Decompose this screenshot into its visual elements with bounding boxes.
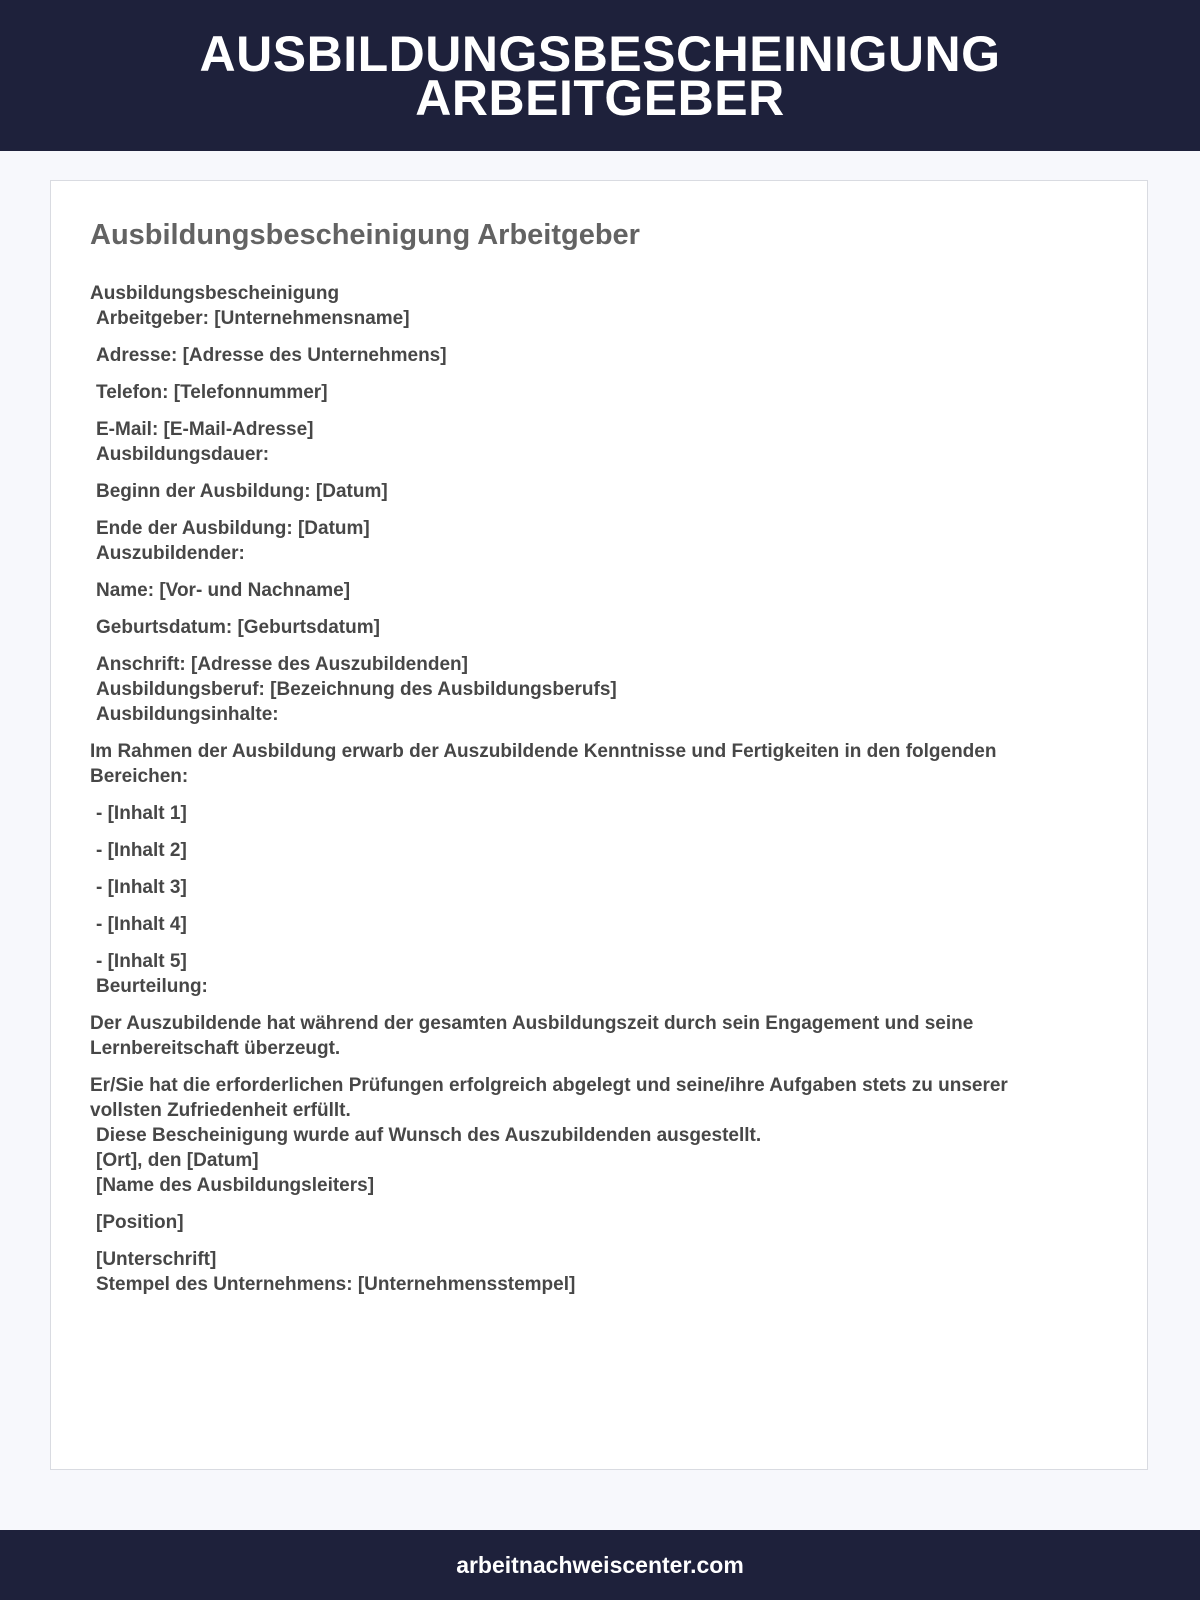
page-title-line2: ARBEITGEBER [415,69,785,126]
page-title [199,25,1001,126]
content-item: - [Inhalt 4] [96,914,187,935]
content-item: - [Inhalt 3] [96,877,187,898]
document-heading: Ausbildungsbescheinigung [90,283,340,304]
assessment-p2-line2: vollsten Zufriedenheit erfüllt. [90,1100,351,1121]
profession: Ausbildungsberuf: [Bezeichnung des Ausbildungsberufs] [96,679,617,700]
trainee-birthdate: Geburtsdatum: [Geburtsdatum] [96,617,380,638]
duration-label: Ausbildungsdauer: [96,444,270,465]
assessment-p2-line1: Er/Sie hat die erforderlichen Prüfungen erfolgreich abgelegt und seine/ihre Aufgaben stets zu unserer [90,1075,1008,1096]
employer-email: E-Mail: [E-Mail-Adresse] [96,419,314,440]
company-stamp: Stempel des Unternehmens: [Unternehmensstempel] [96,1274,576,1295]
assessment-label: Beurteilung: [96,976,208,997]
document-title: Ausbildungsbescheinigung Arbeitgeber [90,219,640,251]
page-header [0,0,1200,151]
signature: [Unterschrift] [96,1249,217,1270]
content-item: - [Inhalt 5] [96,951,187,972]
trainee-address: Anschrift: [Adresse des Auszubildenden] [96,654,468,675]
trainee-label: Auszubildender: [96,543,245,564]
place-date: [Ort], den [Datum] [96,1150,259,1171]
supervisor-position: [Position] [96,1212,184,1233]
employer-address: Adresse: [Adresse des Unternehmens] [96,345,447,366]
contents-label: Ausbildungsinhalte: [96,704,279,725]
duration-start: Beginn der Ausbildung: [Datum] [96,481,388,502]
assessment-p1-line2: Lernbereitschaft überzeugt. [90,1038,341,1059]
document-body [90,281,1090,1297]
contents-intro-line2: Bereichen: [90,766,189,787]
closing-statement: Diese Bescheinigung wurde auf Wunsch des Auszubildenden ausgestellt. [96,1125,762,1146]
assessment-p1-line1: Der Auszubildende hat während der gesamten Ausbildungszeit durch sein Engagement und seine [90,1013,974,1034]
duration-end: Ende der Ausbildung: [Datum] [96,518,370,539]
content-item: - [Inhalt 2] [96,840,187,861]
employer-phone: Telefon: [Telefonnummer] [96,382,328,403]
trainee-name: Name: [Vor- und Nachname] [96,580,351,601]
document-card [50,180,1148,1470]
footer-site-link[interactable]: arbeitnachweiscenter.com [456,1551,744,1578]
content-item: - [Inhalt 1] [96,803,187,824]
page-title-line1: AUSBILDUNGSBESCHEINIGUNG [199,25,1001,82]
employer-name: Arbeitgeber: [Unternehmensname] [96,308,410,329]
contents-intro-line1: Im Rahmen der Ausbildung erwarb der Auszubildende Kenntnisse und Fertigkeiten in den folgenden [90,741,997,762]
supervisor-name: [Name des Ausbildungsleiters] [96,1175,375,1196]
page-footer [0,1530,1200,1600]
